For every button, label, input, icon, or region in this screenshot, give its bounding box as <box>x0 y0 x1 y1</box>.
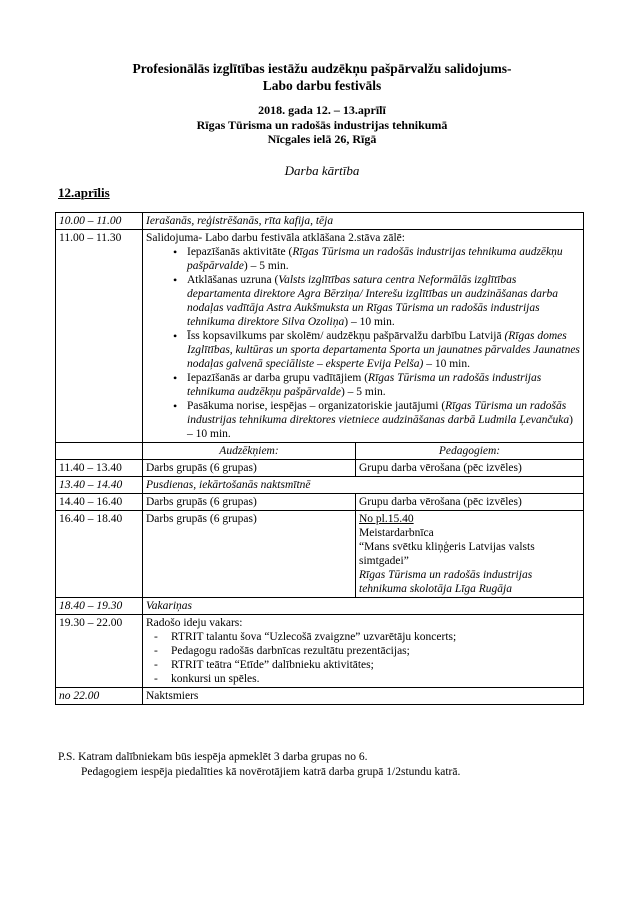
list-item: - RTRIT teātra “Etīde” dalībnieku aktivitātes; <box>171 658 580 672</box>
activity-cell: Vakariņas <box>143 598 584 615</box>
workshop-name: “Mans svētku kliņģeris Latvijas valsts simtgadei” <box>359 541 535 567</box>
table-row <box>56 460 584 477</box>
event-details <box>0 103 644 147</box>
event-address: Nīcgales ielā 26, Rīgā <box>267 132 377 146</box>
table-row <box>56 477 584 494</box>
time-cell: 16.40 – 18.40 <box>56 511 143 598</box>
activity-cell: Pusdienas, iekārtošanās naktsmītnē <box>143 477 584 494</box>
postscript-line-1: P.S. Katram dalībniekam būs iespēja apmeklēt 3 darba grupas no 6. <box>58 751 368 763</box>
empty-cell <box>56 443 143 460</box>
list-item: • Īss kopsavilkums par skolēm/ audzēkņu pašpārvalžu darbību Latvijā (Rīgas domes Izglītības, kultūras un sporta departamenta Sporta un jaunatnes pārvaldes Jaunatnes nodaļas galvenā speciāliste – eksperte Evija Pelša) – 10 min. <box>187 329 580 371</box>
time-cell: 13.40 – 14.40 <box>56 477 143 494</box>
teachers-cell <box>356 511 584 598</box>
document-title <box>0 60 644 94</box>
activity-cell <box>143 615 584 688</box>
list-item: - Pedagogu radošās darbnīcas rezultātu prezentācijas; <box>171 644 580 658</box>
activity-cell: Ierašanās, reģistrēšanās, rīta kafija, tēja <box>143 213 584 230</box>
students-cell: Darbs grupās (6 grupas) <box>143 460 356 477</box>
evening-intro: Radošo ideju vakars: <box>146 617 243 629</box>
postscript-line-2: Pedagogiem iespēja piedalīties kā novērotājiem katrā darba grupā 1/2stundu katrā. <box>81 766 461 778</box>
time-cell: no 22.00 <box>56 688 143 705</box>
title-line-2: Labo darbu festivāls <box>262 78 382 93</box>
table-row <box>56 688 584 705</box>
list-item: • Atklāšanas uzruna (Valsts izglītības satura centra Neformālās izglītības departamenta direktore Agra Bērziņa/ Interešu izglītības un audzināšanas darba nodaļas vadītāja Astra Aukšmuksta un Rīgas Tūrisma un radošās industrijas tehnikuma direktore Silva Ozoliņa) – 10 min. <box>187 273 580 329</box>
day-label: 12.aprīlis <box>58 185 110 200</box>
list-item: - RTRIT talantu šova “Uzlecošā zvaigzne” uzvarētāju koncerts; <box>171 630 580 644</box>
evening-list <box>146 630 580 686</box>
agenda-title: Darba kārtība <box>284 163 360 178</box>
postscript <box>58 750 618 780</box>
list-item: - konkursi un spēles. <box>171 672 580 686</box>
list-item: • Iepazīšanās ar darba grupu vadītājiem (Rīgas Tūrisma un radošās industrijas tehnikuma audzēkņu pašpārvalde) – 5 min. <box>187 371 580 399</box>
workshop-title: Meistardarbnīca <box>359 527 434 539</box>
table-row <box>56 598 584 615</box>
table-row <box>56 213 584 230</box>
opening-intro: Salidojuma- Labo darbu festivāla atklāšana 2.stāva zālē: <box>146 232 405 244</box>
table-row <box>56 615 584 688</box>
time-cell: 11.00 – 11.30 <box>56 230 143 443</box>
time-cell: 10.00 – 11.00 <box>56 213 143 230</box>
event-venue: Rīgas Tūrisma un radošās industrijas tehnikumā <box>196 117 448 132</box>
time-cell: 14.40 – 16.40 <box>56 494 143 511</box>
activity-cell <box>143 230 584 443</box>
time-cell: 11.40 – 13.40 <box>56 460 143 477</box>
table-header-row <box>56 443 584 460</box>
students-cell: Darbs grupās (6 grupas) <box>143 494 356 511</box>
list-item: • Pasākuma norise, iespējas – organizatoriskie jautājumi (Rīgas Tūrisma un radošās industrijas tehnikuma direktores vietniece audzināšanas darbā Ludmila Ļevančuka) – 10 min. <box>187 399 580 441</box>
teachers-header: Pedagogiem: <box>356 443 584 460</box>
workshop-host: Rīgas Tūrisma un radošās industrijas tehnikuma skolotāja Līga Rugāja <box>359 569 533 595</box>
students-header: Audzēkņiem: <box>143 443 356 460</box>
time-cell: 18.40 – 19.30 <box>56 598 143 615</box>
list-item: • Iepazīšanās aktivitāte (Rīgas Tūrisma un radošās industrijas tehnikuma audzēkņu pašpārvalde) – 5 min. <box>187 245 580 273</box>
schedule-table <box>55 212 584 705</box>
title-line-1: Profesionālās izglītības iestāžu audzēkņu pašpārvalžu salidojums- <box>132 61 512 76</box>
table-row <box>56 230 584 443</box>
time-cell: 19.30 – 22.00 <box>56 615 143 688</box>
opening-list <box>146 245 580 441</box>
teachers-cell: Grupu darba vērošana (pēc izvēles) <box>356 460 584 477</box>
event-date: 2018. gada 12. – 13.aprīlī <box>258 103 386 117</box>
teachers-cell: Grupu darba vērošana (pēc izvēles) <box>356 494 584 511</box>
activity-cell: Naktsmiers <box>143 688 584 705</box>
table-row <box>56 511 584 598</box>
workshop-start: No pl.15.40 <box>359 513 414 525</box>
table-row <box>56 494 584 511</box>
students-cell: Darbs grupās (6 grupas) <box>143 511 356 598</box>
